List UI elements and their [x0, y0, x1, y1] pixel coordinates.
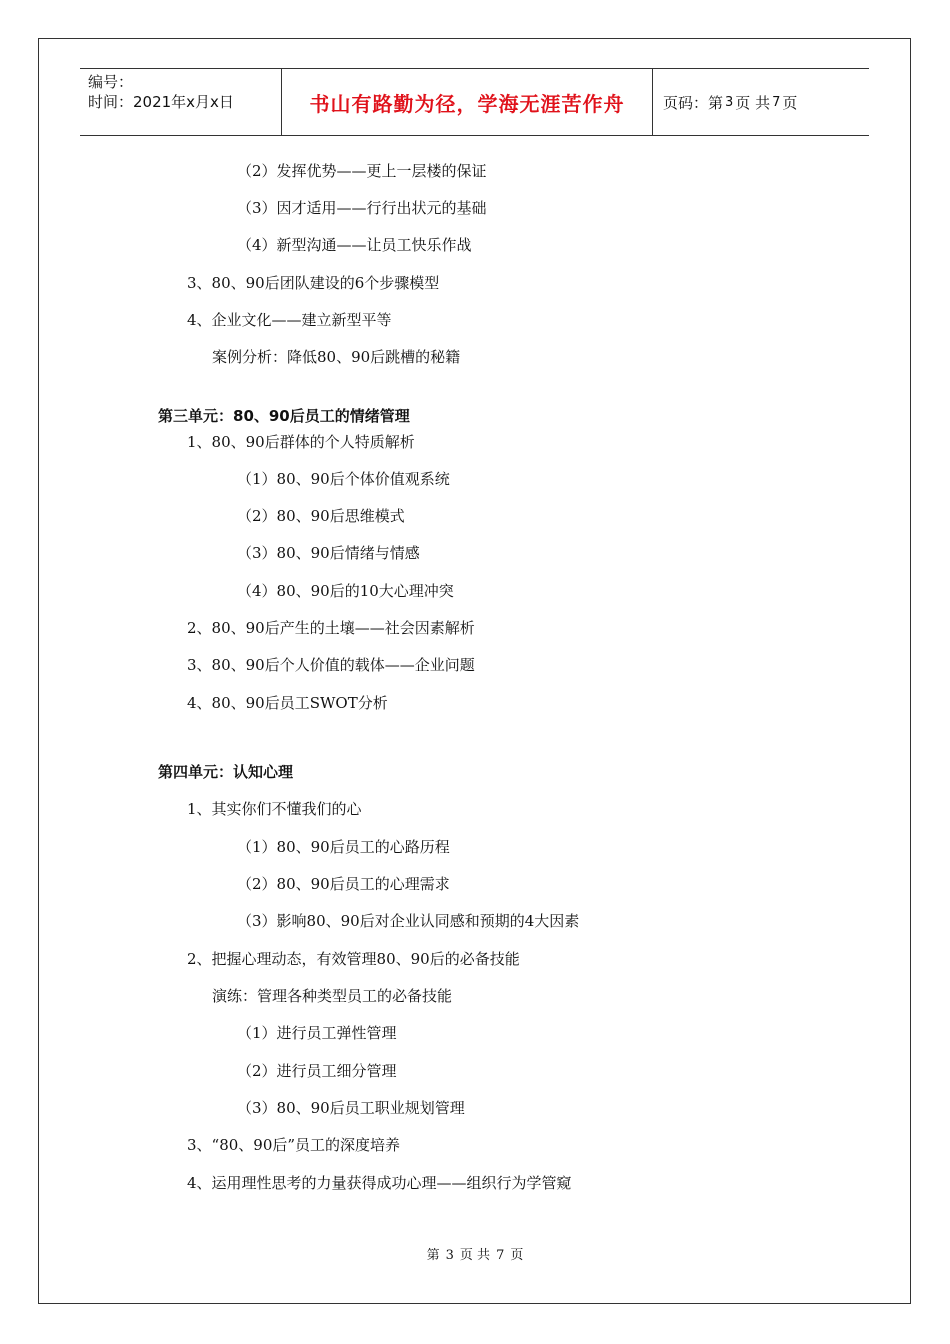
unit3-heading: 第三单元：80、90后员工的情绪管理 [158, 407, 410, 425]
list-item: （3）80、90后员工职业规划管理 [237, 1099, 465, 1117]
time-label: 时间：2021年x月x日 [88, 93, 234, 111]
list-item: （4）新型沟通——让员工快乐作战 [237, 236, 472, 254]
footer-prefix: 第 [426, 1248, 440, 1263]
page-label-prefix: 页码：第 [663, 93, 724, 112]
footer-total: 7 [496, 1248, 505, 1263]
list-item: （2）80、90后员工的心理需求 [237, 875, 450, 893]
footer-mid: 页 共 [459, 1248, 491, 1263]
page-footer [0, 1247, 950, 1265]
list-item: 1、其实你们不懂我们的心 [187, 800, 362, 818]
list-item: 3、“80、90后”员工的深度培养 [187, 1136, 401, 1154]
header-meta-cell [80, 69, 281, 135]
list-item: 2、把握心理动态，有效管理80、90后的必备技能 [187, 950, 520, 968]
list-item: 2、80、90后产生的土壤——社会因素解析 [187, 619, 475, 637]
list-item: 4、企业文化——建立新型平等 [187, 311, 392, 329]
number-label: 编号： [88, 73, 134, 91]
list-item: （3）影响80、90后对企业认同感和预期的4大因素 [237, 912, 580, 930]
list-item: （3）因才适用——行行出状元的基础 [237, 199, 487, 217]
case-analysis: 案例分析：降低80、90后跳槽的秘籍 [212, 348, 461, 366]
footer-suffix: 页 [510, 1248, 524, 1263]
list-item: （1）进行员工弹性管理 [237, 1024, 397, 1042]
document-header [80, 68, 869, 136]
list-item: （2）发挥优势——更上一层楼的保证 [237, 162, 487, 180]
list-item: 3、80、90后个人价值的载体——企业问题 [187, 656, 475, 674]
page-current: 3 [725, 94, 734, 110]
header-motto-cell [281, 69, 653, 135]
list-item: 4、运用理性思考的力量获得成功心理——组织行为学管窥 [187, 1174, 572, 1192]
list-item: （3）80、90后情绪与情感 [237, 544, 420, 562]
list-item: （2）进行员工细分管理 [237, 1062, 397, 1080]
header-page-cell [653, 69, 869, 135]
motto-text: 书山有路勤为径，学海无涯苦作舟 [309, 91, 625, 116]
list-item: 1、80、90后群体的个人特质解析 [187, 433, 415, 451]
page-label-mid: 页 共 [735, 93, 771, 112]
page-label-suffix: 页 [782, 93, 798, 112]
footer-current: 3 [445, 1248, 454, 1263]
exercise-text: 演练：管理各种类型员工的必备技能 [212, 987, 453, 1005]
unit4-heading: 第四单元：认知心理 [158, 763, 294, 781]
list-item: （1）80、90后个体价值观系统 [237, 470, 450, 488]
list-item: 4、80、90后员工SWOT分析 [187, 694, 388, 712]
list-item: （2）80、90后思维模式 [237, 507, 405, 525]
list-item: 3、80、90后团队建设的6个步骤模型 [187, 274, 440, 292]
list-item: （4）80、90后的10大心理冲突 [237, 582, 454, 600]
list-item: （1）80、90后员工的心路历程 [237, 838, 450, 856]
page-total: 7 [772, 94, 781, 110]
